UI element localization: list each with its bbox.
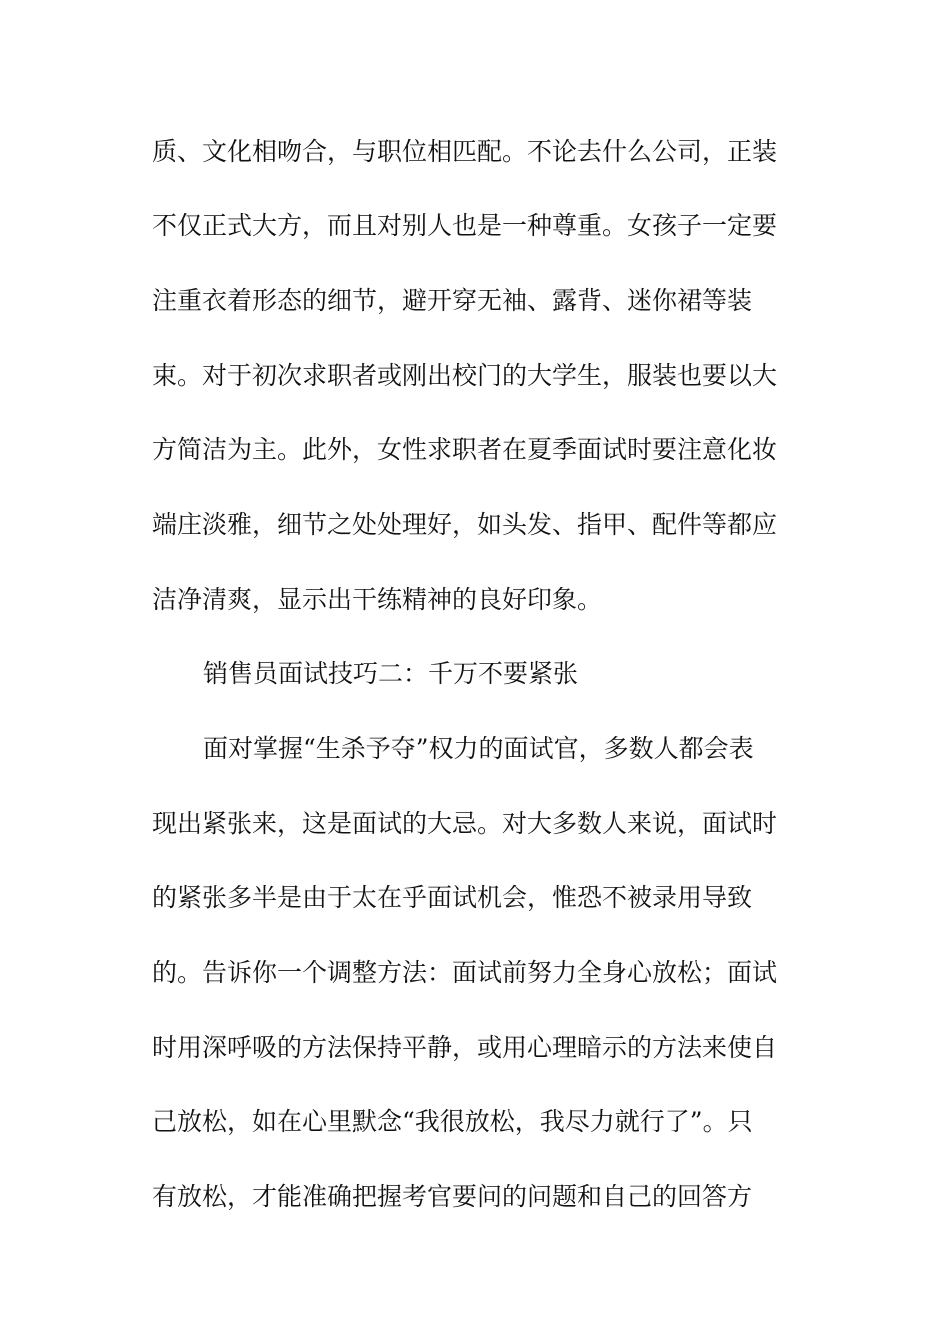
paragraph-line-6: 端庄淡雅，细节之处处理好，如头发、指甲、配件等都应 — [152, 510, 778, 539]
paragraph-line-1: 质、文化相吻合，与职位相匹配。不论去什么公司，正装 — [152, 137, 778, 166]
paragraph-line-2: 不仅正式大方，而且对别人也是一种尊重。女孩子一定要 — [152, 211, 778, 240]
paragraph-line-3: 注重衣着形态的细节，避开穿无袖、露背、迷你裙等装 — [152, 286, 753, 315]
section-heading: 销售员面试技巧二：千万不要紧张 — [203, 659, 579, 688]
paragraph-line-15: 有放松，才能准确把握考官要问的问题和自己的回答方 — [152, 1182, 753, 1211]
paragraph-line-5: 方简洁为主。此外，女性求职者在夏季面试时要注意化妆 — [152, 435, 778, 464]
paragraph-line-9: 面对掌握“生杀予夺”权力的面试官，多数人都会表 — [203, 734, 754, 763]
paragraph-line-4: 束。对于初次求职者或刚出校门的大学生，服装也要以大 — [152, 361, 778, 390]
paragraph-line-12: 的。告诉你一个调整方法：面试前努力全身心放松；面试 — [152, 958, 778, 987]
paragraph-line-13: 时用深呼吸的方法保持平静，或用心理暗示的方法来使自 — [152, 1033, 778, 1062]
paragraph-line-7: 洁净清爽，显示出干练精神的良好印象。 — [152, 585, 603, 614]
paragraph-line-11: 的紧张多半是由于太在乎面试机会，惟恐不被录用导致 — [152, 883, 753, 912]
paragraph-line-14: 己放松，如在心里默念“我很放松，我尽力就行了”。只 — [152, 1107, 753, 1136]
paragraph-line-10: 现出紧张来，这是面试的大忌。对大多数人来说，面试时 — [152, 809, 778, 838]
